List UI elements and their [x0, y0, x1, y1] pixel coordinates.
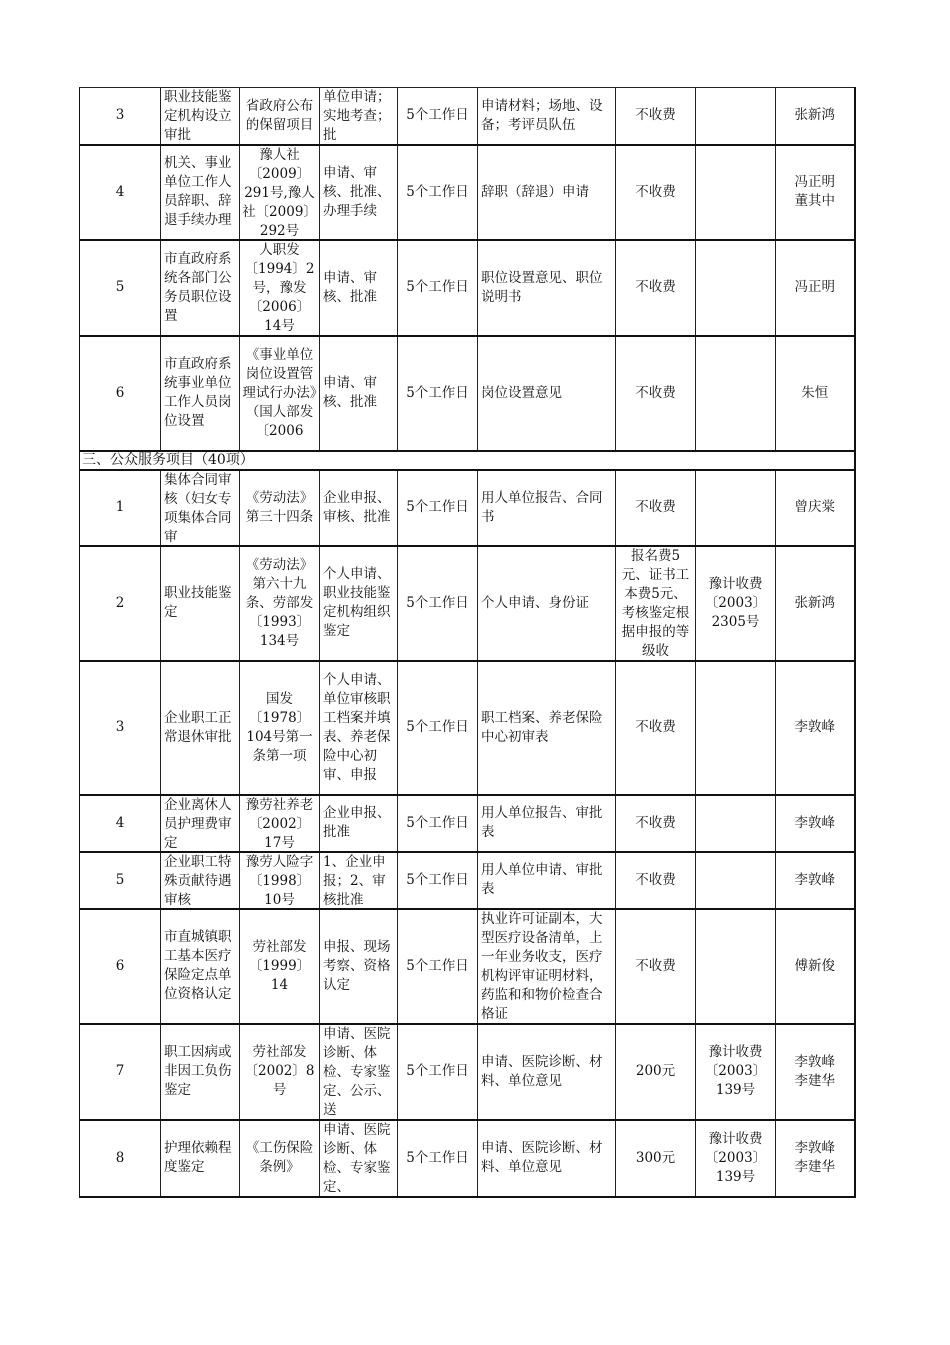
cell-item-name — [161, 145, 240, 240]
cell-legal-basis-text: 豫劳人险字〔1998〕10号 — [245, 853, 314, 908]
cell-item-name — [161, 1024, 240, 1120]
cell-contact — [776, 240, 855, 336]
cell-legal-basis — [240, 909, 320, 1024]
cell-procedure — [320, 145, 398, 240]
cell-materials — [478, 88, 616, 145]
cell-contact-text: 冯正明 — [794, 279, 835, 295]
cell-number-text: 5 — [115, 279, 125, 295]
cell-item-name — [161, 546, 240, 661]
cell-fee-basis — [696, 795, 776, 852]
cell-fee-basis — [696, 470, 776, 546]
cell-fee-text: 不收费 — [635, 957, 676, 974]
cell-contact — [776, 145, 855, 240]
cell-legal-basis — [240, 240, 320, 336]
cell-legal-basis — [240, 795, 320, 852]
cell-number — [80, 336, 161, 451]
cell-time-limit — [398, 546, 478, 661]
cell-materials — [478, 795, 616, 852]
cell-fee-basis-text: 豫计收费〔2003〕139号 — [704, 1130, 767, 1185]
cell-materials-text: 申请材料；场地、设备；考评员队伍 — [481, 97, 603, 133]
cell-contact-text: 李敦峰 — [794, 871, 835, 888]
cell-materials — [478, 145, 616, 240]
cell-materials — [478, 470, 616, 546]
cell-fee — [616, 336, 696, 451]
cell-fee — [616, 240, 696, 336]
cell-fee — [616, 546, 696, 661]
cell-procedure-text: 申请、审核、批准 — [323, 375, 377, 410]
cell-fee-text: 不收费 — [635, 384, 676, 401]
table-row — [80, 240, 855, 336]
cell-item-name-text: 职工因病或非因工负伤鉴定 — [164, 1044, 232, 1098]
cell-contact-text: 朱恒 — [801, 384, 829, 401]
cell-legal-basis-text: 《工伤保险条例》 — [245, 1140, 314, 1175]
cell-contact-text: 曾庆棠 — [794, 499, 835, 515]
cell-fee-text: 300元 — [635, 1149, 676, 1166]
cell-number — [80, 909, 161, 1024]
cell-time-limit-text: 5个工作日 — [406, 499, 469, 515]
cell-time-limit-text: 5个工作日 — [406, 183, 469, 200]
cell-fee-text: 不收费 — [635, 107, 676, 124]
cell-fee-text: 200元 — [635, 1063, 676, 1079]
cell-fee-text: 不收费 — [635, 499, 676, 515]
cell-legal-basis — [240, 546, 320, 661]
cell-procedure — [320, 470, 398, 546]
table-row — [80, 470, 855, 546]
cell-fee — [616, 909, 696, 1024]
cell-legal-basis — [240, 1120, 320, 1197]
cell-fee — [616, 852, 696, 909]
cell-contact-text: 李敦峰 — [794, 719, 835, 735]
cell-item-name — [161, 470, 240, 546]
cell-fee — [616, 1120, 696, 1197]
cell-procedure — [320, 88, 398, 145]
cell-item-name-text: 企业职工正常退休审批 — [164, 709, 232, 745]
cell-procedure — [320, 661, 398, 795]
cell-time-limit-text: 5个工作日 — [406, 719, 469, 735]
cell-fee — [616, 145, 696, 240]
cell-number-text: 7 — [115, 1063, 125, 1079]
cell-number — [80, 1120, 161, 1197]
table-row — [80, 336, 855, 451]
cell-fee-text: 不收费 — [635, 183, 676, 200]
table-body-lower — [80, 470, 855, 1197]
cell-item-name-text: 机关、事业单位工作人员辞职、辞退手续办理 — [164, 155, 232, 228]
cell-number — [80, 546, 161, 661]
cell-time-limit — [398, 336, 478, 451]
cell-procedure-text: 单位申请；实地考查；批 — [323, 89, 391, 144]
cell-item-name-text: 市直政府系统事业单位工作人员岗位设置 — [164, 356, 232, 429]
service-items-table — [79, 87, 856, 1198]
cell-materials-text: 申请、医院诊断、材料、单位意见 — [481, 1053, 603, 1089]
cell-time-limit-text: 5个工作日 — [406, 594, 469, 611]
cell-legal-basis-text: 《劳动法》第六十九条、劳部发〔1993〕134号 — [245, 556, 314, 649]
cell-contact — [776, 336, 855, 451]
table-row — [80, 546, 855, 661]
cell-legal-basis — [240, 88, 320, 145]
cell-legal-basis-text: 豫人社〔2009〕291号,豫人社〔2009〕292号 — [242, 146, 317, 239]
table-row — [80, 661, 855, 795]
cell-materials-text: 职位设置意见、职位说明书 — [481, 269, 603, 305]
cell-legal-basis-text: 《事业单位岗位设置管理试行办法》（国人部发〔2006 — [242, 346, 317, 439]
cell-materials — [478, 852, 616, 909]
cell-fee-text: 不收费 — [635, 279, 676, 295]
cell-contact-text: 李敦峰 李建华 — [794, 1140, 835, 1175]
cell-fee — [616, 795, 696, 852]
cell-time-limit-text: 5个工作日 — [406, 279, 469, 295]
cell-fee-basis — [696, 852, 776, 909]
cell-fee-basis — [696, 1120, 776, 1197]
cell-contact-text: 李敦峰 李建华 — [794, 1053, 835, 1089]
cell-item-name — [161, 88, 240, 145]
cell-number — [80, 852, 161, 909]
cell-procedure-text: 申请、审核、批准、办理手续 — [323, 164, 391, 219]
cell-fee — [616, 470, 696, 546]
cell-procedure-text: 个人申请、职业技能鉴定机构组织鉴定 — [323, 566, 391, 639]
cell-procedure-text: 1、企业申报；2、审核批准 — [323, 853, 386, 908]
cell-legal-basis-text: 省政府公布的保留项目 — [245, 97, 314, 133]
cell-legal-basis-text: 国发〔1978〕104号第一条第一项 — [246, 690, 313, 764]
cell-legal-basis — [240, 336, 320, 451]
cell-time-limit — [398, 88, 478, 145]
cell-materials-text: 辞职（辞退）申请 — [481, 183, 589, 200]
cell-item-name — [161, 1120, 240, 1197]
cell-item-name-text: 集体合同审核（妇女专项集体合同审 — [164, 471, 232, 545]
cell-fee-basis — [696, 909, 776, 1024]
table-row — [80, 145, 855, 240]
cell-fee-text: 不收费 — [635, 814, 676, 831]
cell-fee — [616, 1024, 696, 1120]
cell-contact — [776, 1024, 855, 1120]
cell-contact — [776, 546, 855, 661]
cell-procedure-text: 个人申请、单位审核职工档案并填表、养老保险中心初审、申报 — [323, 671, 391, 783]
cell-procedure-text: 申请、医院诊断、体检、专家鉴定、 — [323, 1121, 391, 1195]
cell-number-text: 2 — [115, 594, 125, 611]
cell-contact-text: 冯正明 董其中 — [794, 174, 835, 209]
service-table-sheet — [79, 87, 854, 1198]
cell-item-name — [161, 852, 240, 909]
cell-time-limit-text: 5个工作日 — [406, 1149, 469, 1166]
cell-number — [80, 795, 161, 852]
table-row — [80, 1024, 855, 1120]
cell-fee-basis — [696, 546, 776, 661]
cell-time-limit — [398, 240, 478, 336]
table-body-upper — [80, 88, 855, 451]
cell-materials-text: 个人申请、身份证 — [481, 594, 589, 611]
cell-materials — [478, 546, 616, 661]
section-row — [80, 451, 855, 470]
cell-number-text: 4 — [115, 183, 125, 200]
table-row — [80, 852, 855, 909]
cell-item-name-text: 职业技能鉴定机构设立审批 — [164, 89, 232, 144]
cell-materials-text: 岗位设置意见 — [481, 384, 562, 401]
cell-item-name-text: 职业技能鉴定 — [164, 585, 232, 620]
cell-number-text: 3 — [115, 719, 125, 735]
cell-contact — [776, 1120, 855, 1197]
cell-fee-basis — [696, 661, 776, 795]
cell-fee — [616, 88, 696, 145]
cell-procedure-text: 申报、现场考察、资格认定 — [323, 938, 391, 993]
cell-time-limit-text: 5个工作日 — [406, 384, 469, 401]
cell-legal-basis — [240, 1024, 320, 1120]
table-row — [80, 88, 855, 145]
cell-item-name — [161, 795, 240, 852]
cell-number — [80, 661, 161, 795]
cell-item-name-text: 企业职工特殊贡献待遇审核 — [164, 853, 232, 908]
cell-legal-basis-text: 劳社部发〔2002〕8号 — [244, 1044, 315, 1098]
cell-procedure-text: 申请、医院诊断、体检、专家鉴定、公示、送 — [323, 1025, 391, 1118]
cell-contact-text: 张新鸿 — [794, 107, 835, 124]
cell-contact — [776, 661, 855, 795]
cell-procedure — [320, 336, 398, 451]
cell-time-limit — [398, 909, 478, 1024]
cell-item-name — [161, 909, 240, 1024]
cell-procedure — [320, 240, 398, 336]
cell-materials-text: 执业许可证副本，大型医疗设备清单，上一年业务收支，医疗机构评审证明材料，药监和和物价检查合格证 — [481, 910, 603, 1022]
table-row — [80, 909, 855, 1024]
cell-procedure — [320, 852, 398, 909]
table-row — [80, 795, 855, 852]
cell-materials — [478, 661, 616, 795]
cell-procedure — [320, 546, 398, 661]
cell-fee-basis — [696, 145, 776, 240]
cell-number-text: 5 — [115, 871, 125, 888]
cell-number-text: 4 — [115, 814, 125, 831]
cell-procedure-text: 申请、审核、批准 — [323, 269, 377, 305]
cell-time-limit-text: 5个工作日 — [406, 107, 469, 124]
cell-contact — [776, 470, 855, 546]
cell-number-text: 6 — [115, 957, 125, 974]
cell-legal-basis-text: 劳社部发〔1999〕14 — [248, 938, 311, 993]
cell-legal-basis — [240, 661, 320, 795]
cell-item-name — [161, 661, 240, 795]
cell-legal-basis-text: 人职发〔1994〕2号，豫发〔2006〕14号 — [244, 241, 315, 334]
cell-materials-text: 用人单位报告、合同书 — [481, 489, 603, 525]
cell-fee-basis — [696, 88, 776, 145]
cell-fee-basis-text: 豫计收费〔2003〕2305号 — [704, 575, 767, 630]
cell-contact — [776, 795, 855, 852]
cell-number-text: 8 — [115, 1149, 125, 1166]
cell-time-limit-text: 5个工作日 — [406, 957, 469, 974]
cell-materials — [478, 336, 616, 451]
cell-materials-text: 职工档案、养老保险中心初审表 — [481, 709, 603, 745]
cell-fee-text: 报名费5元、证书工本费5元、考核鉴定根据申报的等级收 — [621, 547, 690, 659]
cell-fee-text: 不收费 — [635, 719, 676, 735]
cell-fee-basis-text: 豫计收费〔2003〕139号 — [704, 1044, 767, 1098]
cell-fee-basis — [696, 1024, 776, 1120]
cell-materials — [478, 909, 616, 1024]
cell-legal-basis — [240, 145, 320, 240]
cell-time-limit — [398, 145, 478, 240]
cell-item-name — [161, 240, 240, 336]
cell-fee-basis — [696, 240, 776, 336]
cell-contact — [776, 909, 855, 1024]
cell-legal-basis-text: 豫劳社养老〔2002〕17号 — [245, 796, 314, 851]
section-title: 三、公众服务项目（40项） — [82, 451, 254, 468]
table-row — [80, 1120, 855, 1197]
cell-contact — [776, 852, 855, 909]
cell-contact-text: 傅新俊 — [794, 957, 835, 974]
cell-number-text: 6 — [115, 384, 125, 401]
cell-number — [80, 1024, 161, 1120]
cell-time-limit-text: 5个工作日 — [406, 871, 469, 888]
cell-number — [80, 88, 161, 145]
cell-contact-text: 张新鸿 — [794, 594, 835, 611]
cell-procedure — [320, 1024, 398, 1120]
cell-contact — [776, 88, 855, 145]
cell-number-text: 1 — [115, 499, 125, 515]
cell-materials-text: 用人单位报告、审批表 — [481, 805, 603, 840]
cell-legal-basis-text: 《劳动法》第三十四条 — [245, 489, 314, 525]
cell-time-limit-text: 5个工作日 — [406, 814, 469, 831]
cell-item-name-text: 企业离休人员护理费审定 — [164, 796, 232, 851]
cell-time-limit — [398, 470, 478, 546]
cell-legal-basis — [240, 470, 320, 546]
cell-fee — [616, 661, 696, 795]
cell-item-name-text: 市直城镇职工基本医疗保险定点单位资格认定 — [164, 929, 232, 1002]
cell-number — [80, 470, 161, 546]
cell-materials-text: 用人单位申请、审批表 — [481, 862, 603, 897]
cell-materials — [478, 1024, 616, 1120]
cell-number — [80, 240, 161, 336]
cell-time-limit — [398, 1024, 478, 1120]
cell-time-limit — [398, 795, 478, 852]
cell-time-limit-text: 5个工作日 — [406, 1063, 469, 1079]
cell-time-limit — [398, 1120, 478, 1197]
cell-item-name-text: 护理依赖程度鉴定 — [164, 1140, 232, 1175]
cell-number — [80, 145, 161, 240]
cell-procedure-text: 企业申报、审核、批准 — [323, 489, 391, 525]
cell-number-text: 3 — [115, 107, 125, 124]
cell-procedure — [320, 909, 398, 1024]
cell-materials — [478, 240, 616, 336]
cell-materials — [478, 1120, 616, 1197]
cell-time-limit — [398, 852, 478, 909]
cell-item-name-text: 市直政府系统各部门公务员职位设置 — [164, 250, 232, 324]
cell-contact-text: 李敦峰 — [794, 814, 835, 831]
cell-procedure — [320, 795, 398, 852]
cell-fee-basis — [696, 336, 776, 451]
cell-item-name — [161, 336, 240, 451]
cell-fee-text: 不收费 — [635, 871, 676, 888]
cell-procedure — [320, 1120, 398, 1197]
cell-materials-text: 申请、医院诊断、材料、单位意见 — [481, 1140, 603, 1175]
cell-procedure-text: 企业申报、批准 — [323, 805, 391, 840]
cell-time-limit — [398, 661, 478, 795]
cell-legal-basis — [240, 852, 320, 909]
